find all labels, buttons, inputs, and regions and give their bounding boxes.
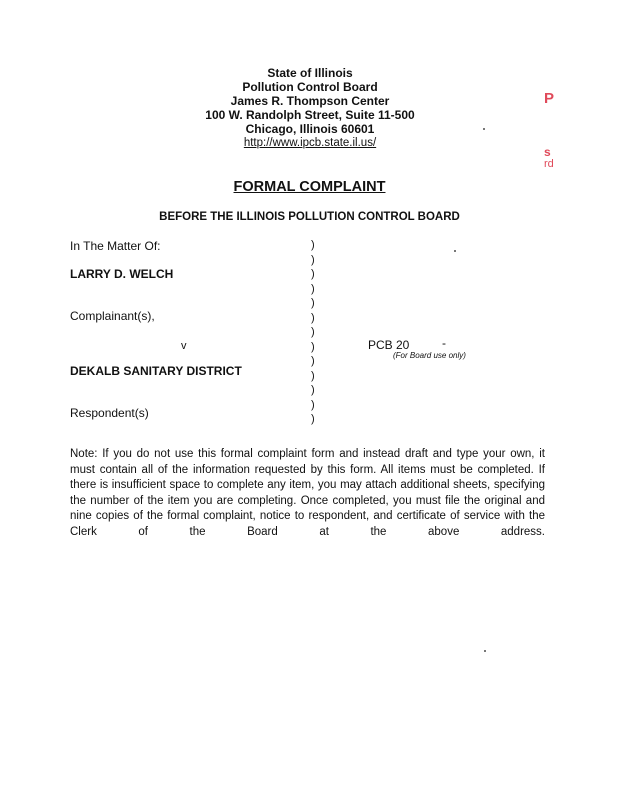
board-website-link[interactable]: http://www.ipcb.state.il.us/ (243, 137, 377, 149)
scan-speck (454, 250, 456, 252)
received-stamp-fragment-rd: rd (544, 158, 554, 170)
complainant-label: Complainant(s), (70, 309, 155, 323)
letterhead-building: James R. Thompson Center (230, 94, 390, 108)
instructions-note: Note: If you do not use this formal complaint form and instead draft and type your own, it must contain all of the information requested by this form. All items must be completed. If there is insufficient space to complete any item, you may attach additional sheets, specifying the number of the item you are completing. Once completed, you must file the original and nine copies of the formal complaint, notice to respondent, and certificate of service with the Clerk of the Board at the above address. (70, 448, 545, 538)
respondent-label: Respondent(s) (70, 406, 149, 420)
scan-speck (484, 650, 486, 652)
received-stamp-fragment-s: s (544, 145, 551, 159)
respondent-name: DEKALB SANITARY DISTRICT (70, 364, 242, 378)
letterhead-state: State of Illinois (267, 66, 353, 80)
complainant-name: LARRY D. WELCH (70, 267, 174, 281)
scan-speck (483, 128, 485, 130)
board-use-only-note: (For Board use only) (393, 351, 466, 360)
versus-label: v (181, 340, 187, 352)
caption-parenthesis-column: ) ) ) ) ) ) ) ) ) ) ) ) ) (311, 239, 315, 425)
matter-of-label: In The Matter Of: (70, 239, 161, 253)
document-subtitle: BEFORE THE ILLINOIS POLLUTION CONTROL BOARD (159, 211, 460, 223)
letterhead-street: 100 W. Randolph Street, Suite 11-500 (205, 108, 415, 122)
case-number-dash: - (442, 336, 446, 350)
letterhead-board: Pollution Control Board (242, 80, 378, 94)
document-title: FORMAL COMPLAINT (233, 179, 386, 195)
case-number-prefix: PCB 20 (368, 338, 410, 352)
letterhead-city: Chicago, Illinois 60601 (245, 122, 375, 136)
received-stamp-fragment-p: P (544, 90, 555, 107)
letterhead (150, 66, 470, 150)
